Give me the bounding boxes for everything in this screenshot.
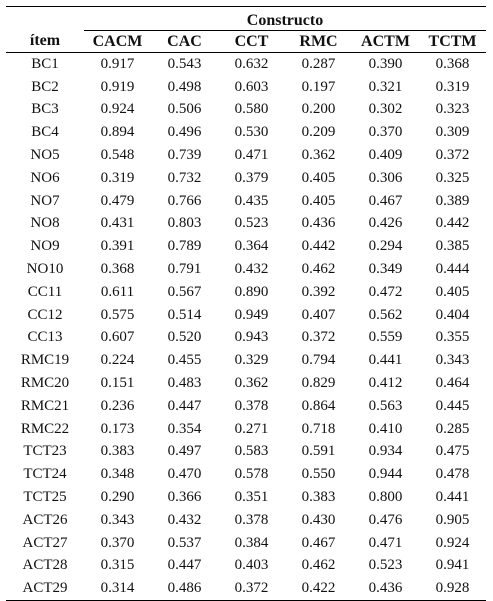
group-header: Constructo (84, 7, 486, 31)
item-label: BC3 (31, 101, 59, 118)
loading-value: 0.924 (435, 534, 470, 551)
loading-value: 0.559 (368, 329, 403, 346)
loading-value: 0.548 (100, 147, 135, 164)
loading-value: 0.197 (301, 78, 336, 95)
loading-value: 0.472 (368, 283, 403, 300)
loading-value: 0.306 (368, 169, 403, 186)
loading-value: 0.426 (368, 215, 403, 232)
loading-value: 0.441 (368, 352, 403, 369)
loading-value: 0.917 (84, 53, 151, 76)
loading-value: 0.362 (234, 375, 269, 392)
column-header: CAC (167, 32, 202, 50)
loading-value: 0.348 (100, 466, 135, 483)
loading-value: 0.471 (368, 534, 403, 551)
loading-value: 0.407 (301, 306, 336, 323)
loading-value: 0.343 (100, 511, 135, 528)
loading-value: 0.498 (167, 78, 202, 95)
loading-value: 0.476 (368, 511, 403, 528)
loading-value: 0.447 (167, 397, 202, 414)
table-row (6, 509, 486, 532)
column-header-row (6, 31, 486, 53)
loading-value: 0.483 (167, 375, 202, 392)
loading-value: 0.496 (167, 124, 202, 141)
loading-value: 0.362 (301, 147, 336, 164)
loading-value: 0.789 (167, 238, 202, 255)
loading-value: 0.794 (301, 352, 336, 369)
loading-value: 0.894 (100, 124, 135, 141)
loading-value: 0.431 (100, 215, 135, 232)
loading-value: 0.290 (100, 489, 135, 506)
loading-value: 0.378 (234, 511, 269, 528)
loading-value: 0.383 (100, 443, 135, 460)
loading-value: 0.467 (368, 192, 403, 209)
loading-value: 0.354 (167, 420, 202, 437)
loading-value: 0.287 (285, 53, 352, 76)
table-row (6, 532, 486, 555)
loading-value: 0.890 (234, 283, 269, 300)
loading-value: 0.436 (301, 215, 336, 232)
loading-value: 0.366 (167, 489, 202, 506)
loading-value: 0.391 (100, 238, 135, 255)
loading-value: 0.943 (234, 329, 269, 346)
loading-value: 0.462 (301, 261, 336, 278)
table-row (6, 395, 486, 418)
loading-value: 0.467 (301, 534, 336, 551)
loading-value: 0.444 (435, 261, 470, 278)
table-row (6, 99, 486, 122)
table-row (6, 121, 486, 144)
loading-value: 0.372 (218, 577, 285, 600)
loading-value: 0.432 (167, 511, 202, 528)
loading-value: 0.514 (167, 306, 202, 323)
loading-value: 0.471 (234, 147, 269, 164)
loading-value: 0.470 (167, 466, 202, 483)
table-row (6, 76, 486, 99)
loading-value: 0.603 (234, 78, 269, 95)
loading-value: 0.523 (234, 215, 269, 232)
item-label: ACT27 (22, 534, 68, 551)
loading-value: 0.403 (234, 557, 269, 574)
loading-value: 0.829 (301, 375, 336, 392)
loading-value: 0.351 (234, 489, 269, 506)
loading-value: 0.919 (100, 78, 135, 95)
loading-value: 0.949 (234, 306, 269, 323)
column-header: CCT (234, 32, 269, 50)
item-label: NO6 (30, 169, 60, 186)
table-row (6, 53, 486, 76)
loading-value: 0.385 (435, 238, 470, 255)
loading-value: 0.323 (435, 101, 470, 118)
corner-cell (6, 7, 84, 31)
table-row (6, 190, 486, 213)
item-label: NO10 (26, 261, 64, 278)
loading-value: 0.607 (100, 329, 135, 346)
loading-value: 0.314 (84, 577, 151, 600)
loading-value: 0.475 (435, 443, 470, 460)
loading-value: 0.151 (100, 375, 135, 392)
table-row (6, 281, 486, 304)
column-header: CACM (92, 32, 143, 50)
loading-value: 0.580 (234, 101, 269, 118)
item-label: ACT26 (22, 511, 68, 528)
loading-value: 0.791 (167, 261, 202, 278)
loading-value: 0.562 (368, 306, 403, 323)
table-row (6, 327, 486, 350)
loading-value: 0.271 (234, 420, 269, 437)
loading-value: 0.934 (368, 443, 403, 460)
loading-value: 0.864 (301, 397, 336, 414)
loading-value: 0.349 (368, 261, 403, 278)
loading-value: 0.368 (419, 53, 486, 76)
loading-value: 0.739 (167, 147, 202, 164)
item-label: ACT29 (6, 577, 84, 600)
loading-value: 0.368 (100, 261, 135, 278)
loading-value: 0.464 (435, 375, 470, 392)
loading-value: 0.294 (368, 238, 403, 255)
loading-value: 0.209 (301, 124, 336, 141)
loading-value: 0.236 (100, 397, 135, 414)
loading-value: 0.370 (368, 124, 403, 141)
loading-value: 0.803 (167, 215, 202, 232)
table-row (6, 486, 486, 509)
table-row (6, 213, 486, 236)
item-label: CC12 (27, 306, 63, 323)
table-row (6, 258, 486, 281)
loading-value: 0.924 (100, 101, 135, 118)
table-row (6, 349, 486, 372)
loading-value: 0.409 (368, 147, 403, 164)
table-row (6, 577, 486, 600)
loading-value: 0.384 (234, 534, 269, 551)
loading-value: 0.200 (301, 101, 336, 118)
item-label: RMC19 (20, 352, 70, 369)
loading-value: 0.378 (234, 397, 269, 414)
item-label: RMC21 (20, 397, 70, 414)
column-header: RMC (299, 32, 338, 50)
loading-value: 0.445 (435, 397, 470, 414)
loading-value: 0.364 (234, 238, 269, 255)
loading-value: 0.478 (435, 466, 470, 483)
loading-value: 0.563 (368, 397, 403, 414)
column-header: ACTM (361, 32, 410, 50)
item-label: ACT28 (22, 557, 68, 574)
loading-value: 0.530 (234, 124, 269, 141)
loading-value: 0.372 (435, 147, 470, 164)
loading-value: 0.436 (352, 577, 419, 600)
loading-value: 0.944 (368, 466, 403, 483)
table-row (6, 167, 486, 190)
table-row (6, 372, 486, 395)
loading-value: 0.302 (368, 101, 403, 118)
loading-value: 0.567 (167, 283, 202, 300)
loading-value: 0.550 (301, 466, 336, 483)
loading-value: 0.285 (435, 420, 470, 437)
item-label: NO7 (30, 192, 60, 209)
loading-value: 0.355 (435, 329, 470, 346)
loading-value: 0.392 (301, 283, 336, 300)
loading-value: 0.575 (100, 306, 135, 323)
item-label: BC1 (6, 53, 84, 76)
item-label: RMC20 (20, 375, 70, 392)
loading-value: 0.224 (100, 352, 135, 369)
item-label: CC13 (27, 329, 63, 346)
loading-value: 0.329 (234, 352, 269, 369)
loading-value: 0.430 (301, 511, 336, 528)
loading-value: 0.412 (368, 375, 403, 392)
loading-value: 0.405 (301, 169, 336, 186)
item-column-header: ítem (29, 32, 61, 50)
loading-value: 0.442 (301, 238, 336, 255)
item-label: BC4 (31, 124, 59, 141)
loading-value: 0.718 (301, 420, 336, 437)
item-label: NO8 (30, 215, 60, 232)
loading-value: 0.389 (435, 192, 470, 209)
loading-value: 0.800 (368, 489, 403, 506)
loading-value: 0.432 (234, 261, 269, 278)
loading-value: 0.455 (167, 352, 202, 369)
loading-value: 0.319 (435, 78, 470, 95)
loading-value: 0.405 (435, 283, 470, 300)
loading-value: 0.379 (234, 169, 269, 186)
item-label: TCT23 (23, 443, 67, 460)
loading-value: 0.410 (368, 420, 403, 437)
loading-value: 0.321 (368, 78, 403, 95)
loading-value: 0.315 (100, 557, 135, 574)
loading-value: 0.447 (167, 557, 202, 574)
loading-value: 0.404 (435, 306, 470, 323)
loading-value: 0.486 (151, 577, 218, 600)
loading-value: 0.370 (100, 534, 135, 551)
loading-value: 0.405 (301, 192, 336, 209)
table-body (6, 53, 486, 601)
loading-value: 0.497 (167, 443, 202, 460)
cross-loadings-table-container (6, 6, 486, 601)
loading-value: 0.319 (100, 169, 135, 186)
loading-value: 0.537 (167, 534, 202, 551)
column-header: TCTM (428, 32, 477, 50)
table-row (6, 441, 486, 464)
item-label: RMC22 (20, 420, 70, 437)
loading-value: 0.632 (218, 53, 285, 76)
loading-value: 0.611 (100, 283, 135, 300)
loading-value: 0.479 (100, 192, 135, 209)
loading-value: 0.372 (301, 329, 336, 346)
table-row (6, 304, 486, 327)
table-row (6, 235, 486, 258)
item-label: CC11 (27, 283, 63, 300)
loading-value: 0.422 (285, 577, 352, 600)
loading-value: 0.732 (167, 169, 202, 186)
table-row (6, 555, 486, 578)
loading-value: 0.309 (435, 124, 470, 141)
loading-value: 0.766 (167, 192, 202, 209)
loading-value: 0.578 (234, 466, 269, 483)
loading-value: 0.442 (435, 215, 470, 232)
loading-value: 0.343 (435, 352, 470, 369)
loading-value: 0.928 (419, 577, 486, 600)
table-row (6, 418, 486, 441)
loading-value: 0.390 (352, 53, 419, 76)
loading-value: 0.506 (167, 101, 202, 118)
loading-value: 0.383 (301, 489, 336, 506)
item-label: NO9 (30, 238, 60, 255)
item-label: NO5 (30, 147, 60, 164)
item-label: TCT24 (23, 466, 67, 483)
cross-loadings-table (6, 6, 486, 601)
item-label: BC2 (31, 78, 59, 95)
loading-value: 0.441 (435, 489, 470, 506)
loading-value: 0.520 (167, 329, 202, 346)
loading-value: 0.583 (234, 443, 269, 460)
loading-value: 0.325 (435, 169, 470, 186)
loading-value: 0.941 (435, 557, 470, 574)
loading-value: 0.591 (301, 443, 336, 460)
loading-value: 0.462 (301, 557, 336, 574)
loading-value: 0.435 (234, 192, 269, 209)
table-row (6, 144, 486, 167)
loading-value: 0.905 (435, 511, 470, 528)
table-row (6, 463, 486, 486)
loading-value: 0.523 (368, 557, 403, 574)
loading-value: 0.543 (151, 53, 218, 76)
item-label: TCT25 (23, 489, 67, 506)
loading-value: 0.173 (100, 420, 135, 437)
